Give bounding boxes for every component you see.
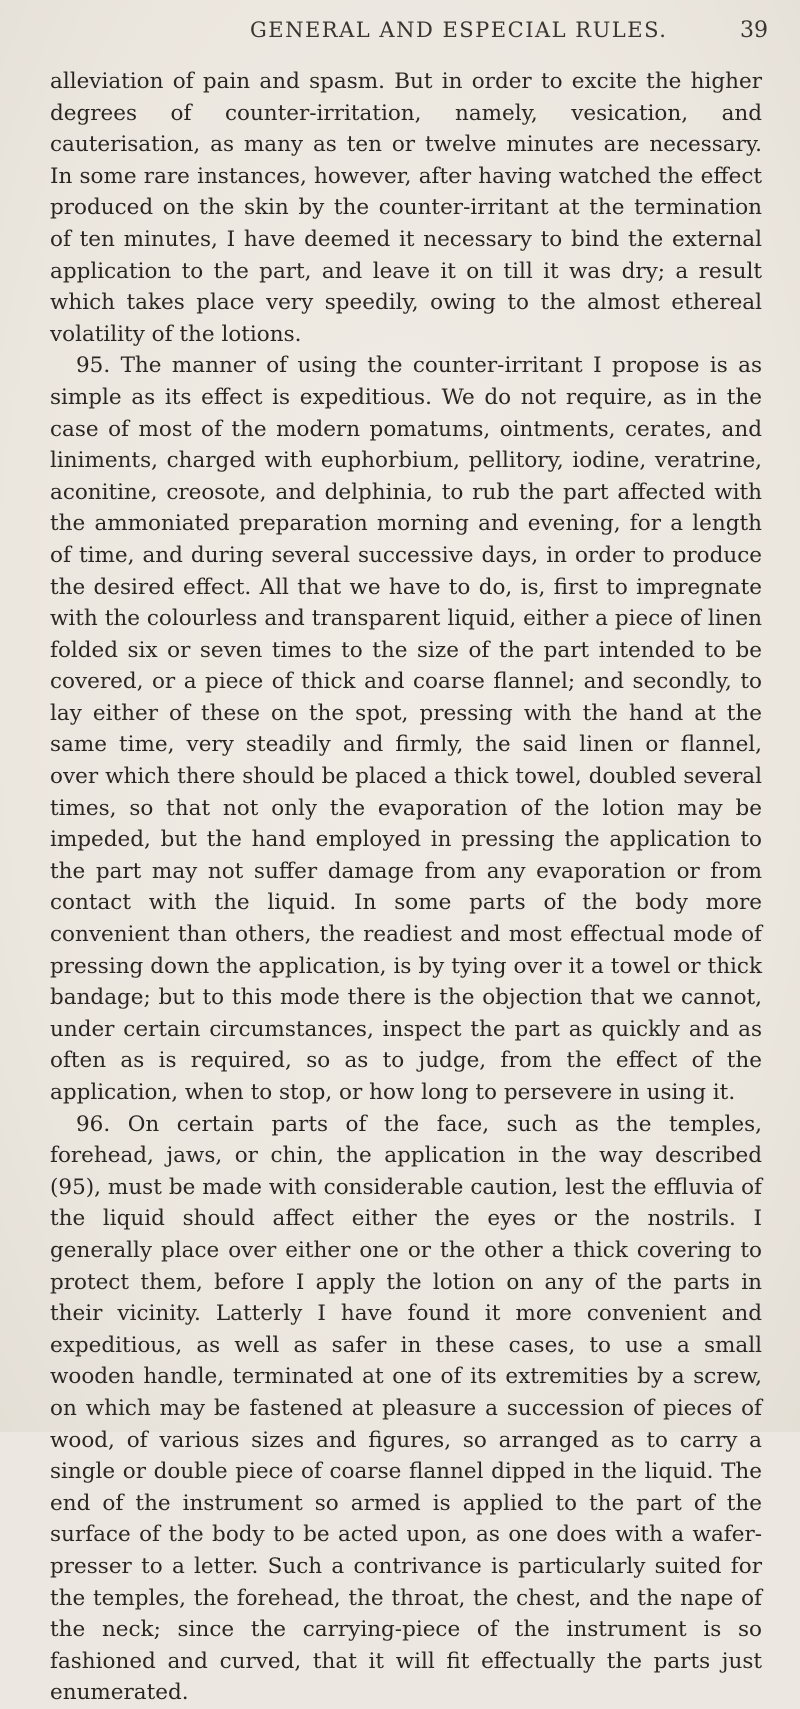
paragraph-96: 96. On certain parts of the face, such as the temples, forehead, jaws, or chin, the application in the way described (95), must be made with considerable caution, lest the effluvia of the liquid should affect either the eyes or the nostrils. I generally place over either one or the other a thick covering to protect them, before I apply the lotion on any of the parts in their vicinity. Latterly I have found it more convenient and expeditious, as well as safer in these cases, to use a small wooden handle, terminated at one of its extremities by a screw, on which may be fastened at pleasure a succession of pieces of wood, of various sizes and figures, so arranged as to carry a single or double piece of coarse flannel dipped in the liquid. The end of the instrument so armed is applied to the part of the surface of the body to be acted upon, as one does with a wafer-presser to a letter. Such a contrivance is particularly suited for the temples, the forehead, the throat, the chest, and the nape of the neck; since the carrying-piece of the instrument is so fashioned and curved, that it will fit effectually the parts just enumerated. [50, 1111, 762, 1706]
paragraph-95: 95. The manner of using the counter-irritant I propose is as simple as its effect is expeditious. We do not require, as in the case of most of the modern pomatums, ointments, cerates, and liniments, charged with euphorbium, pellitory, iodine, veratrine, aconitine, creosote, and delphinia, to rub the part affected with the ammoniated preparation morning and evening, for a length of time, and during several successive days, in order to produce the desired effect. All that we have to do, is, first to impregnate with the colourless and transparent liquid, either a piece of linen folded six or seven times to the size of the part intended to be covered, or a piece of thick and coarse flannel; and secondly, to lay either of these on the spot, pressing with the hand at the same time, very steadily and firmly, the said linen or flannel, over which there should be placed a thick towel, doubled several times, so that not only the evaporation of the lotion may be impeded, but the hand employed in pressing the application to the part may not suffer damage from any evaporation or from contact with the liquid. In some parts of the body more convenient than others, the readiest and most effectual mode of pressing down the application, is by tying over it a towel or thick bandage; but to this mode there is the objection that we cannot, under certain circumstances, inspect the part as quickly and as often as is required, so as to judge, from the effect of the application, when to stop, or how long to persevere in using it. [50, 353, 762, 1105]
running-head [0, 18, 800, 48]
paragraph-continued: alleviation of pain and spasm. But in order to excite the higher degrees of counter-irritation, namely, vesication, and cauterisation, as many as ten or twelve minutes are necessary. In some rare instances, however, after having watched the effect produced on the skin by the counter-irritant at the termination of ten minutes, I have deemed it necessary to bind the external application to the part, and leave it on till it was dry; a result which takes place very speedily, owing to the almost ethereal volatility of the lotions. [50, 69, 762, 347]
body-text [50, 66, 762, 1709]
running-head-title: GENERAL AND ESPECIAL RULES. [250, 18, 668, 42]
page-number: 39 [740, 18, 768, 43]
